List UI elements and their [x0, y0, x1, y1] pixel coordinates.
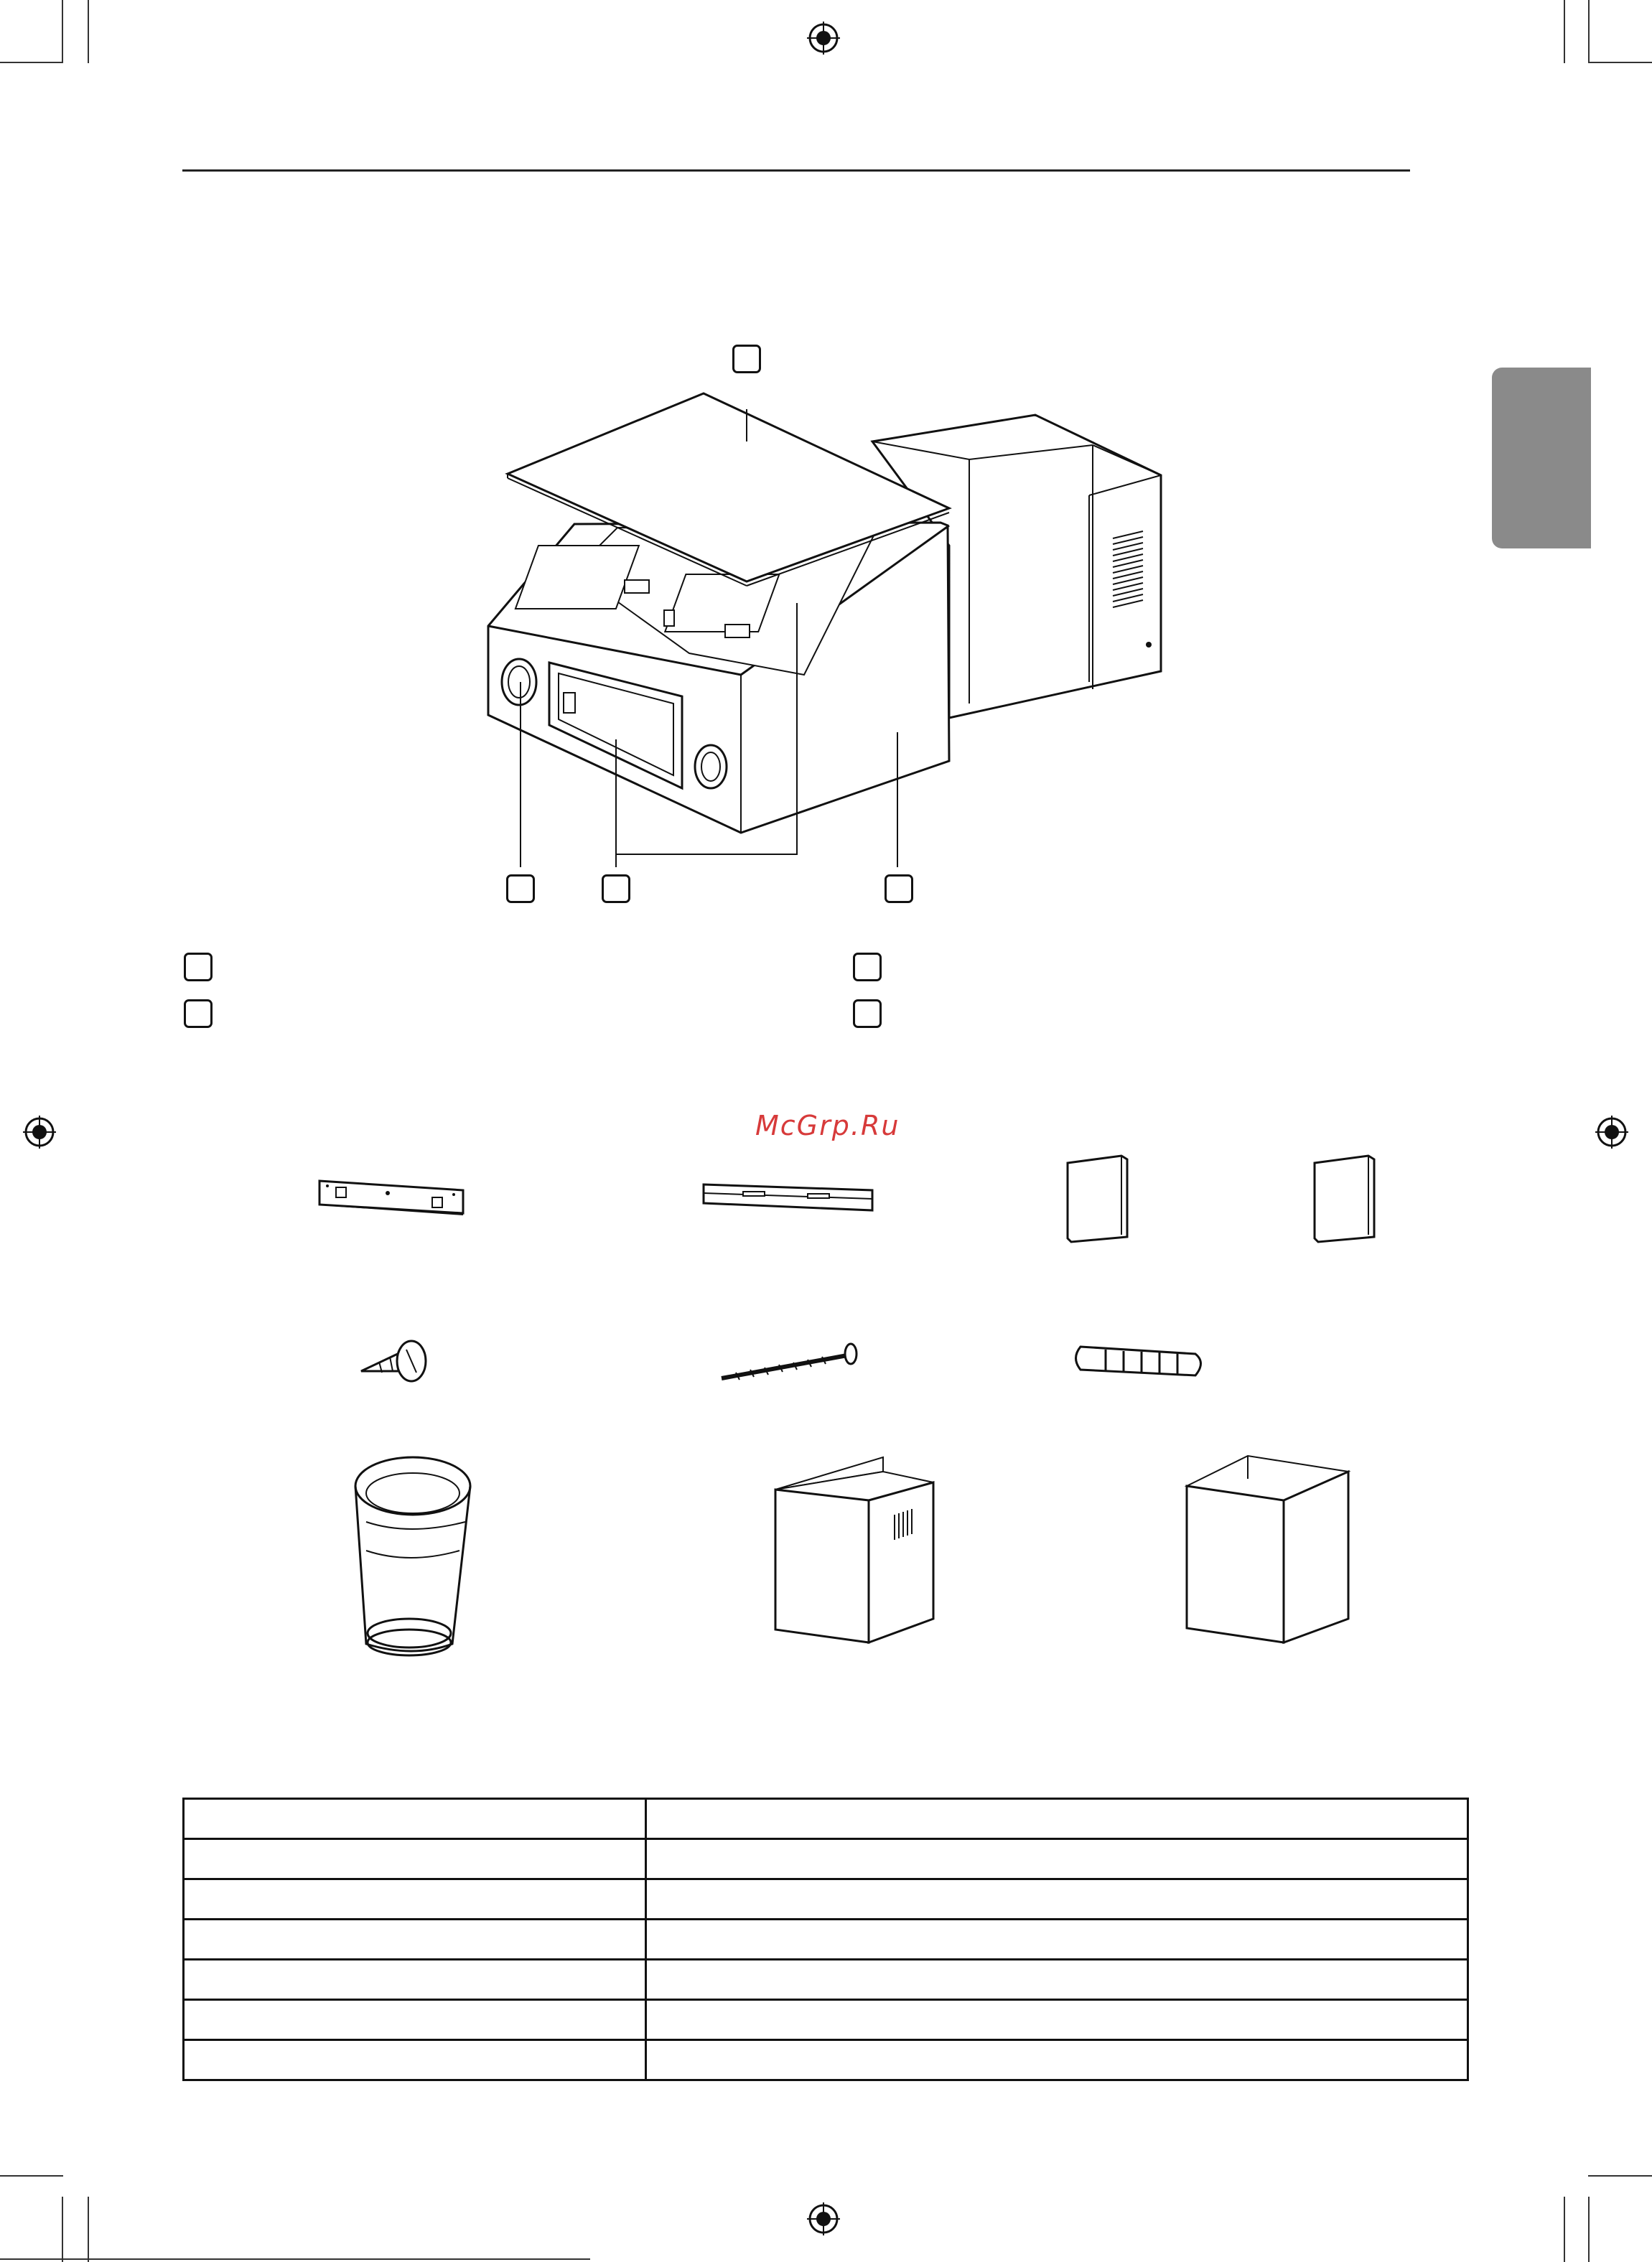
flexible-duct-icon [345, 1450, 481, 1655]
screw-short-icon [358, 1337, 429, 1387]
table-row [184, 1799, 1468, 1839]
legend-badge-4 [853, 999, 882, 1028]
long-bracket-icon [700, 1177, 879, 1220]
manual-booklet-icon [1064, 1152, 1132, 1245]
screw-long-icon [718, 1341, 862, 1384]
watermark: McGrp.Ru [755, 1110, 900, 1141]
crop-mark-icon [1564, 0, 1565, 63]
registration-mark-icon [23, 1116, 56, 1149]
crop-mark-icon [1564, 2197, 1565, 2262]
crop-mark-icon [1588, 0, 1590, 63]
chimney-cover-lower-icon [1183, 1450, 1355, 1651]
registration-mark-icon [1595, 1116, 1628, 1149]
specification-table [182, 1798, 1469, 2081]
crop-mark-icon [0, 2175, 63, 2177]
table-row [184, 1960, 1468, 2000]
callout-badge-knob [506, 874, 535, 903]
crop-mark-icon [0, 62, 63, 63]
table-row [184, 1879, 1468, 1920]
callout-badge-body [885, 874, 913, 903]
bottom-slug-line [0, 2258, 590, 2260]
range-hood-illustration [474, 388, 1192, 847]
legend-badge-1 [184, 953, 213, 981]
callout-badge-glass-panel [732, 345, 761, 373]
callout-badge-controls [602, 874, 630, 903]
legend-badge-3 [853, 953, 882, 981]
wall-plug-icon [1070, 1341, 1213, 1391]
table-row [184, 2040, 1468, 2080]
header-rule [182, 169, 1410, 172]
table-row [184, 2000, 1468, 2040]
table-row [184, 1839, 1468, 1879]
manual-booklet-icon [1311, 1152, 1379, 1245]
crop-mark-icon [88, 0, 89, 63]
crop-mark-icon [88, 2197, 89, 2262]
crop-mark-icon [1588, 62, 1652, 63]
crop-mark-icon [62, 0, 63, 63]
table-row [184, 1920, 1468, 1960]
chimney-cover-upper-icon [768, 1450, 941, 1651]
crop-mark-icon [62, 2197, 63, 2262]
legend-badge-2 [184, 999, 213, 1028]
registration-mark-icon [807, 22, 840, 55]
side-section-tab [1492, 368, 1591, 548]
registration-mark-icon [807, 2202, 840, 2235]
crop-mark-icon [1588, 2197, 1590, 2262]
crop-mark-icon [1588, 2175, 1652, 2177]
mounting-bracket-icon [316, 1177, 467, 1220]
